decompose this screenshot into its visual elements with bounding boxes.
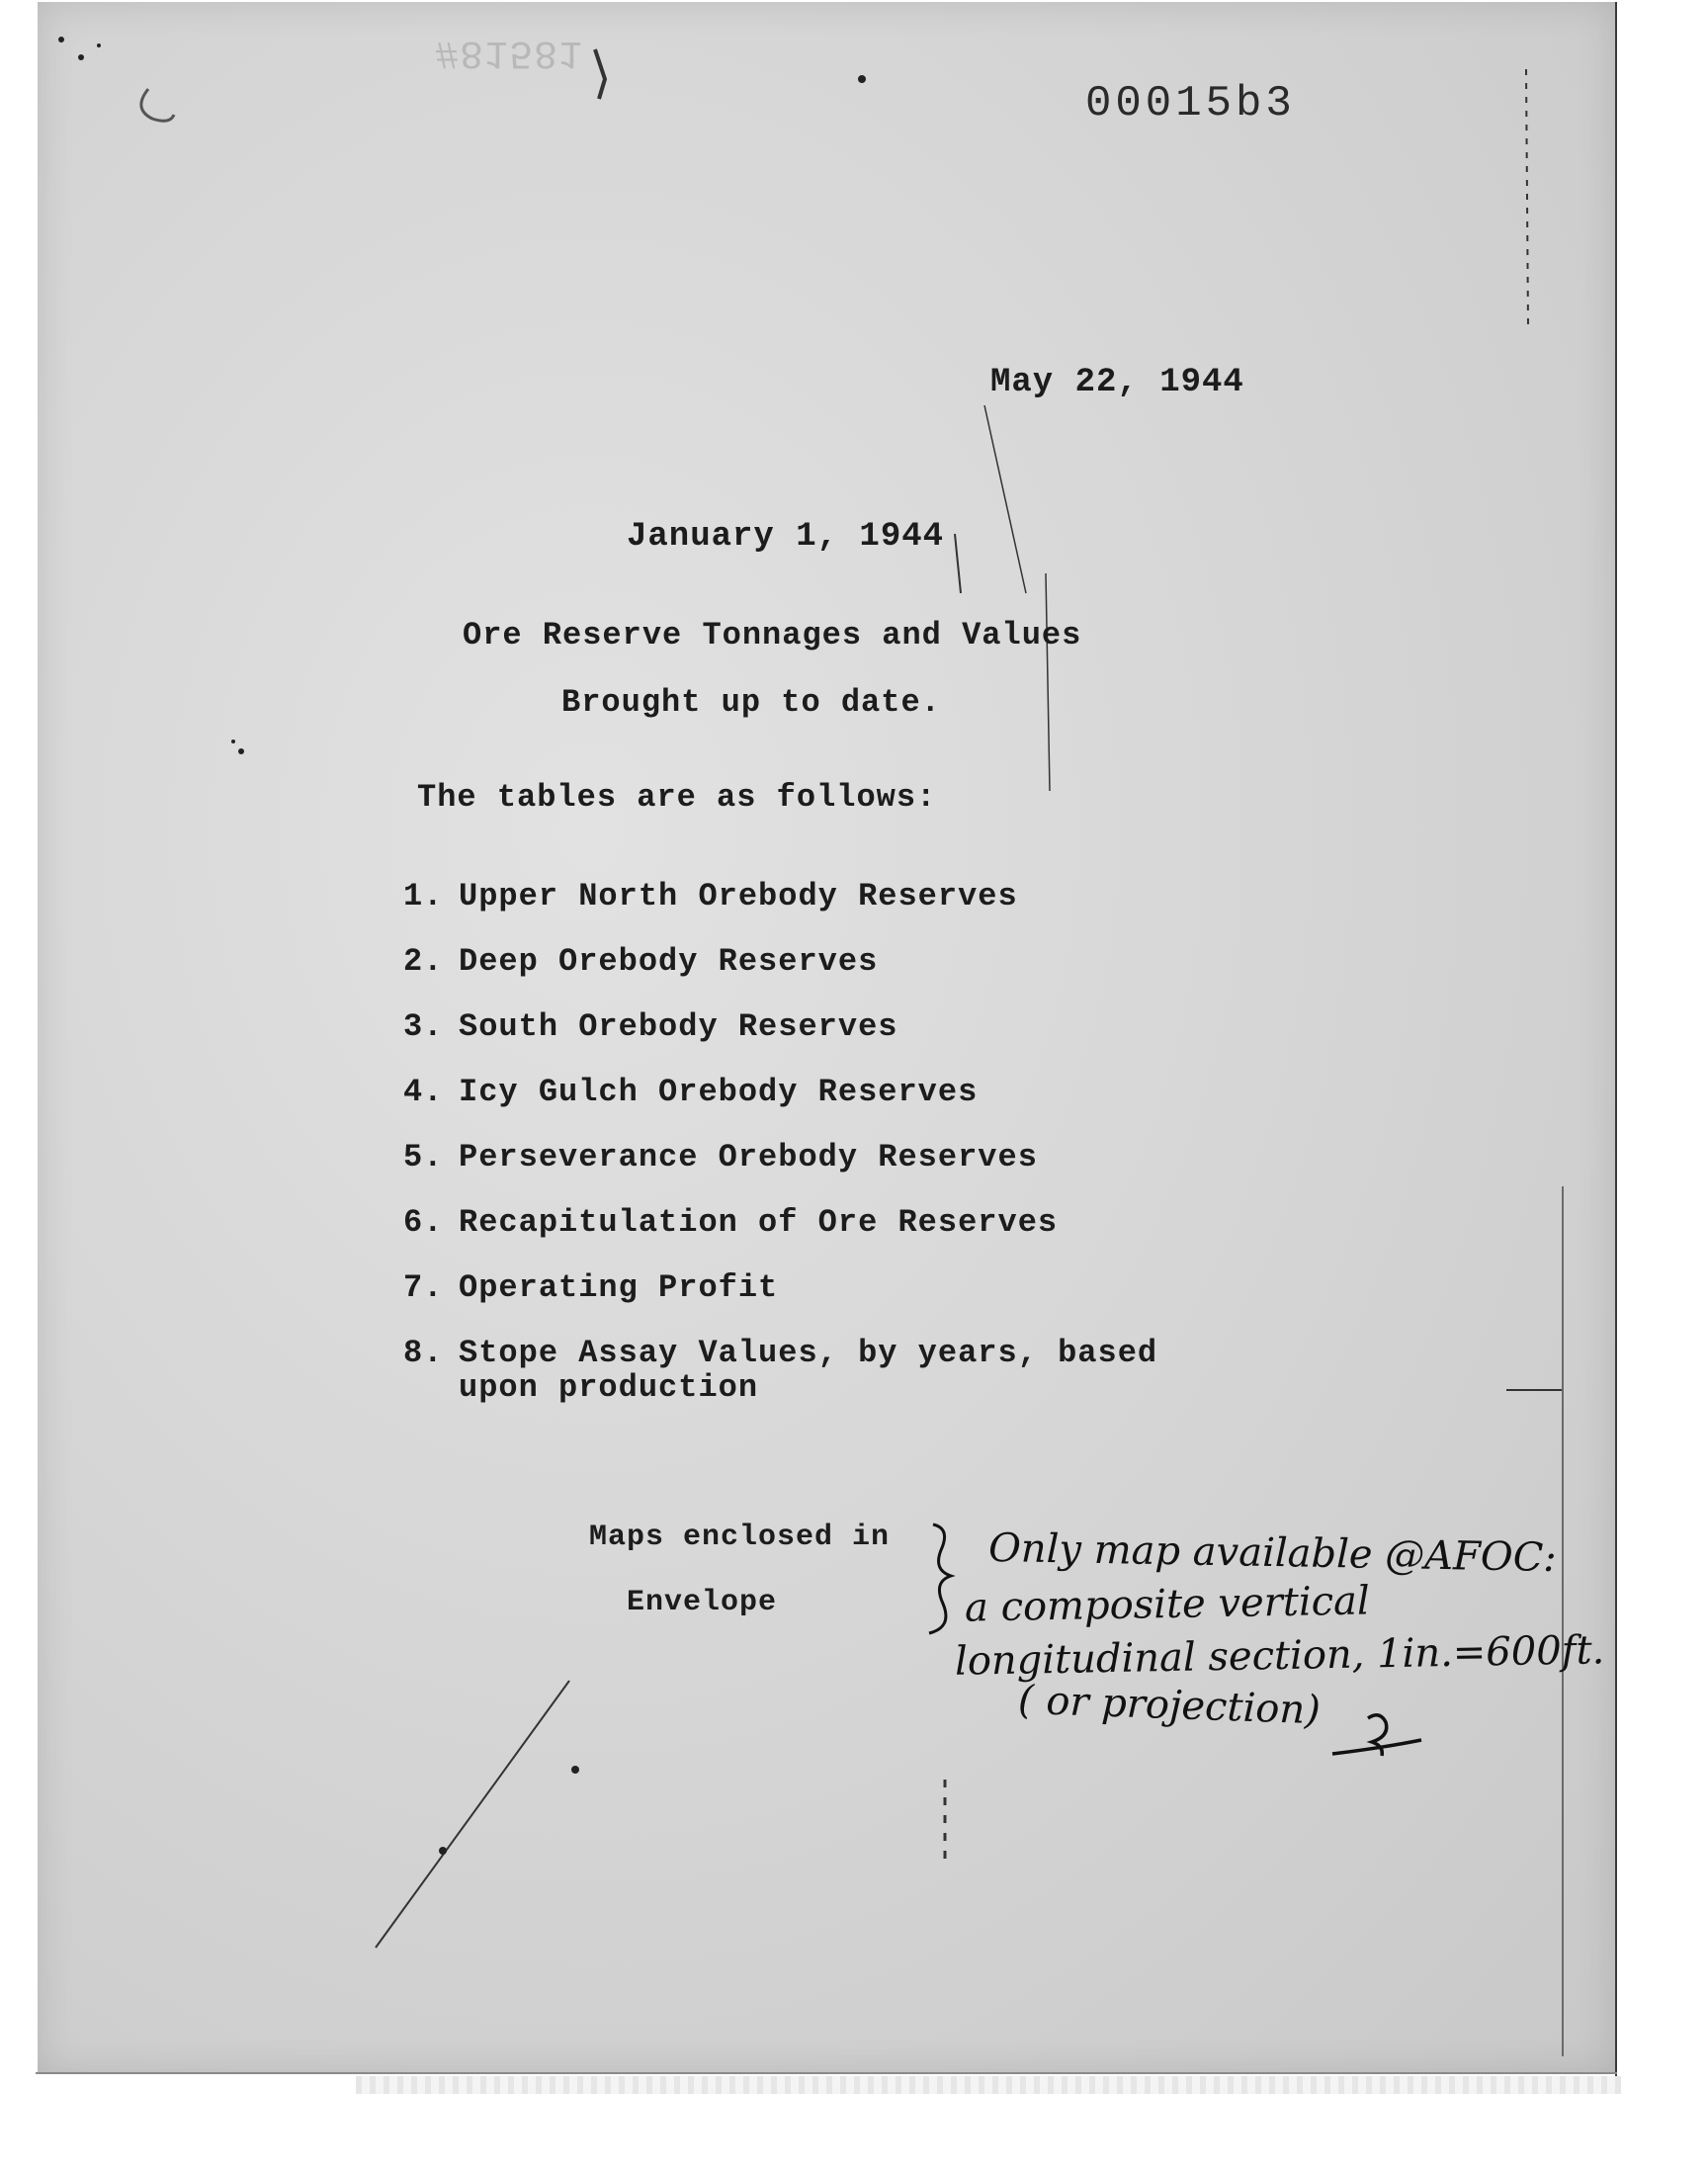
list-item — [403, 1074, 1157, 1139]
handwritten-note-line4: ( or projection) — [1017, 1677, 1322, 1734]
item-text: Upper North Orebody Reserves — [459, 878, 1018, 914]
document-subtitle: Brought up to date. — [561, 684, 941, 721]
item-number: 7. — [403, 1269, 444, 1306]
document-title: Ore Reserve Tonnages and Values — [463, 617, 1082, 653]
item-text: Stope Assay Values, by years, based — [459, 1335, 1158, 1371]
list-item — [403, 1269, 1157, 1335]
item-text: Perseverance Orebody Reserves — [459, 1139, 1038, 1175]
as-of-date: January 1, 1944 — [627, 518, 945, 556]
letter-date: May 22, 1944 — [990, 364, 1244, 401]
document-number: 00015b3 — [1085, 79, 1296, 129]
list-item — [403, 1335, 1157, 1414]
item-text: South Orebody Reserves — [459, 1008, 898, 1045]
handwritten-note-line3: longitudinal section, 1in.=600ft. — [954, 1627, 1605, 1685]
faint-reversed-number: #81581 — [435, 30, 584, 74]
item-number: 2. — [403, 943, 444, 980]
list-item — [403, 1008, 1157, 1074]
list-item — [403, 1139, 1157, 1204]
handwritten-note-line2: a composite vertical — [964, 1578, 1371, 1631]
item-number: 4. — [403, 1074, 444, 1110]
item-text: Recapitulation of Ore Reserves — [459, 1204, 1059, 1241]
tables-list — [403, 878, 1157, 1414]
list-item — [403, 943, 1157, 1008]
handwritten-signature — [1324, 1704, 1433, 1764]
handwritten-brace — [919, 1521, 959, 1639]
item-text: Icy Gulch Orebody Reserves — [459, 1074, 979, 1110]
item-text: Operating Profit — [459, 1269, 779, 1306]
item-number: 8. — [403, 1335, 444, 1371]
intro-text: The tables are as follows: — [417, 779, 937, 816]
item-number: 3. — [403, 1008, 444, 1045]
item-number: 5. — [403, 1139, 444, 1175]
list-item — [403, 878, 1157, 943]
list-item — [403, 1204, 1157, 1269]
item-text-continuation: upon production — [459, 1369, 759, 1406]
maps-note-line2: Envelope — [627, 1586, 778, 1619]
item-number: 6. — [403, 1204, 444, 1241]
item-text: Deep Orebody Reserves — [459, 943, 879, 980]
maps-note-line1: Maps enclosed in — [589, 1521, 891, 1554]
item-number: 1. — [403, 878, 444, 914]
handwritten-note-line1: Only map available @AFOC: — [987, 1524, 1558, 1582]
